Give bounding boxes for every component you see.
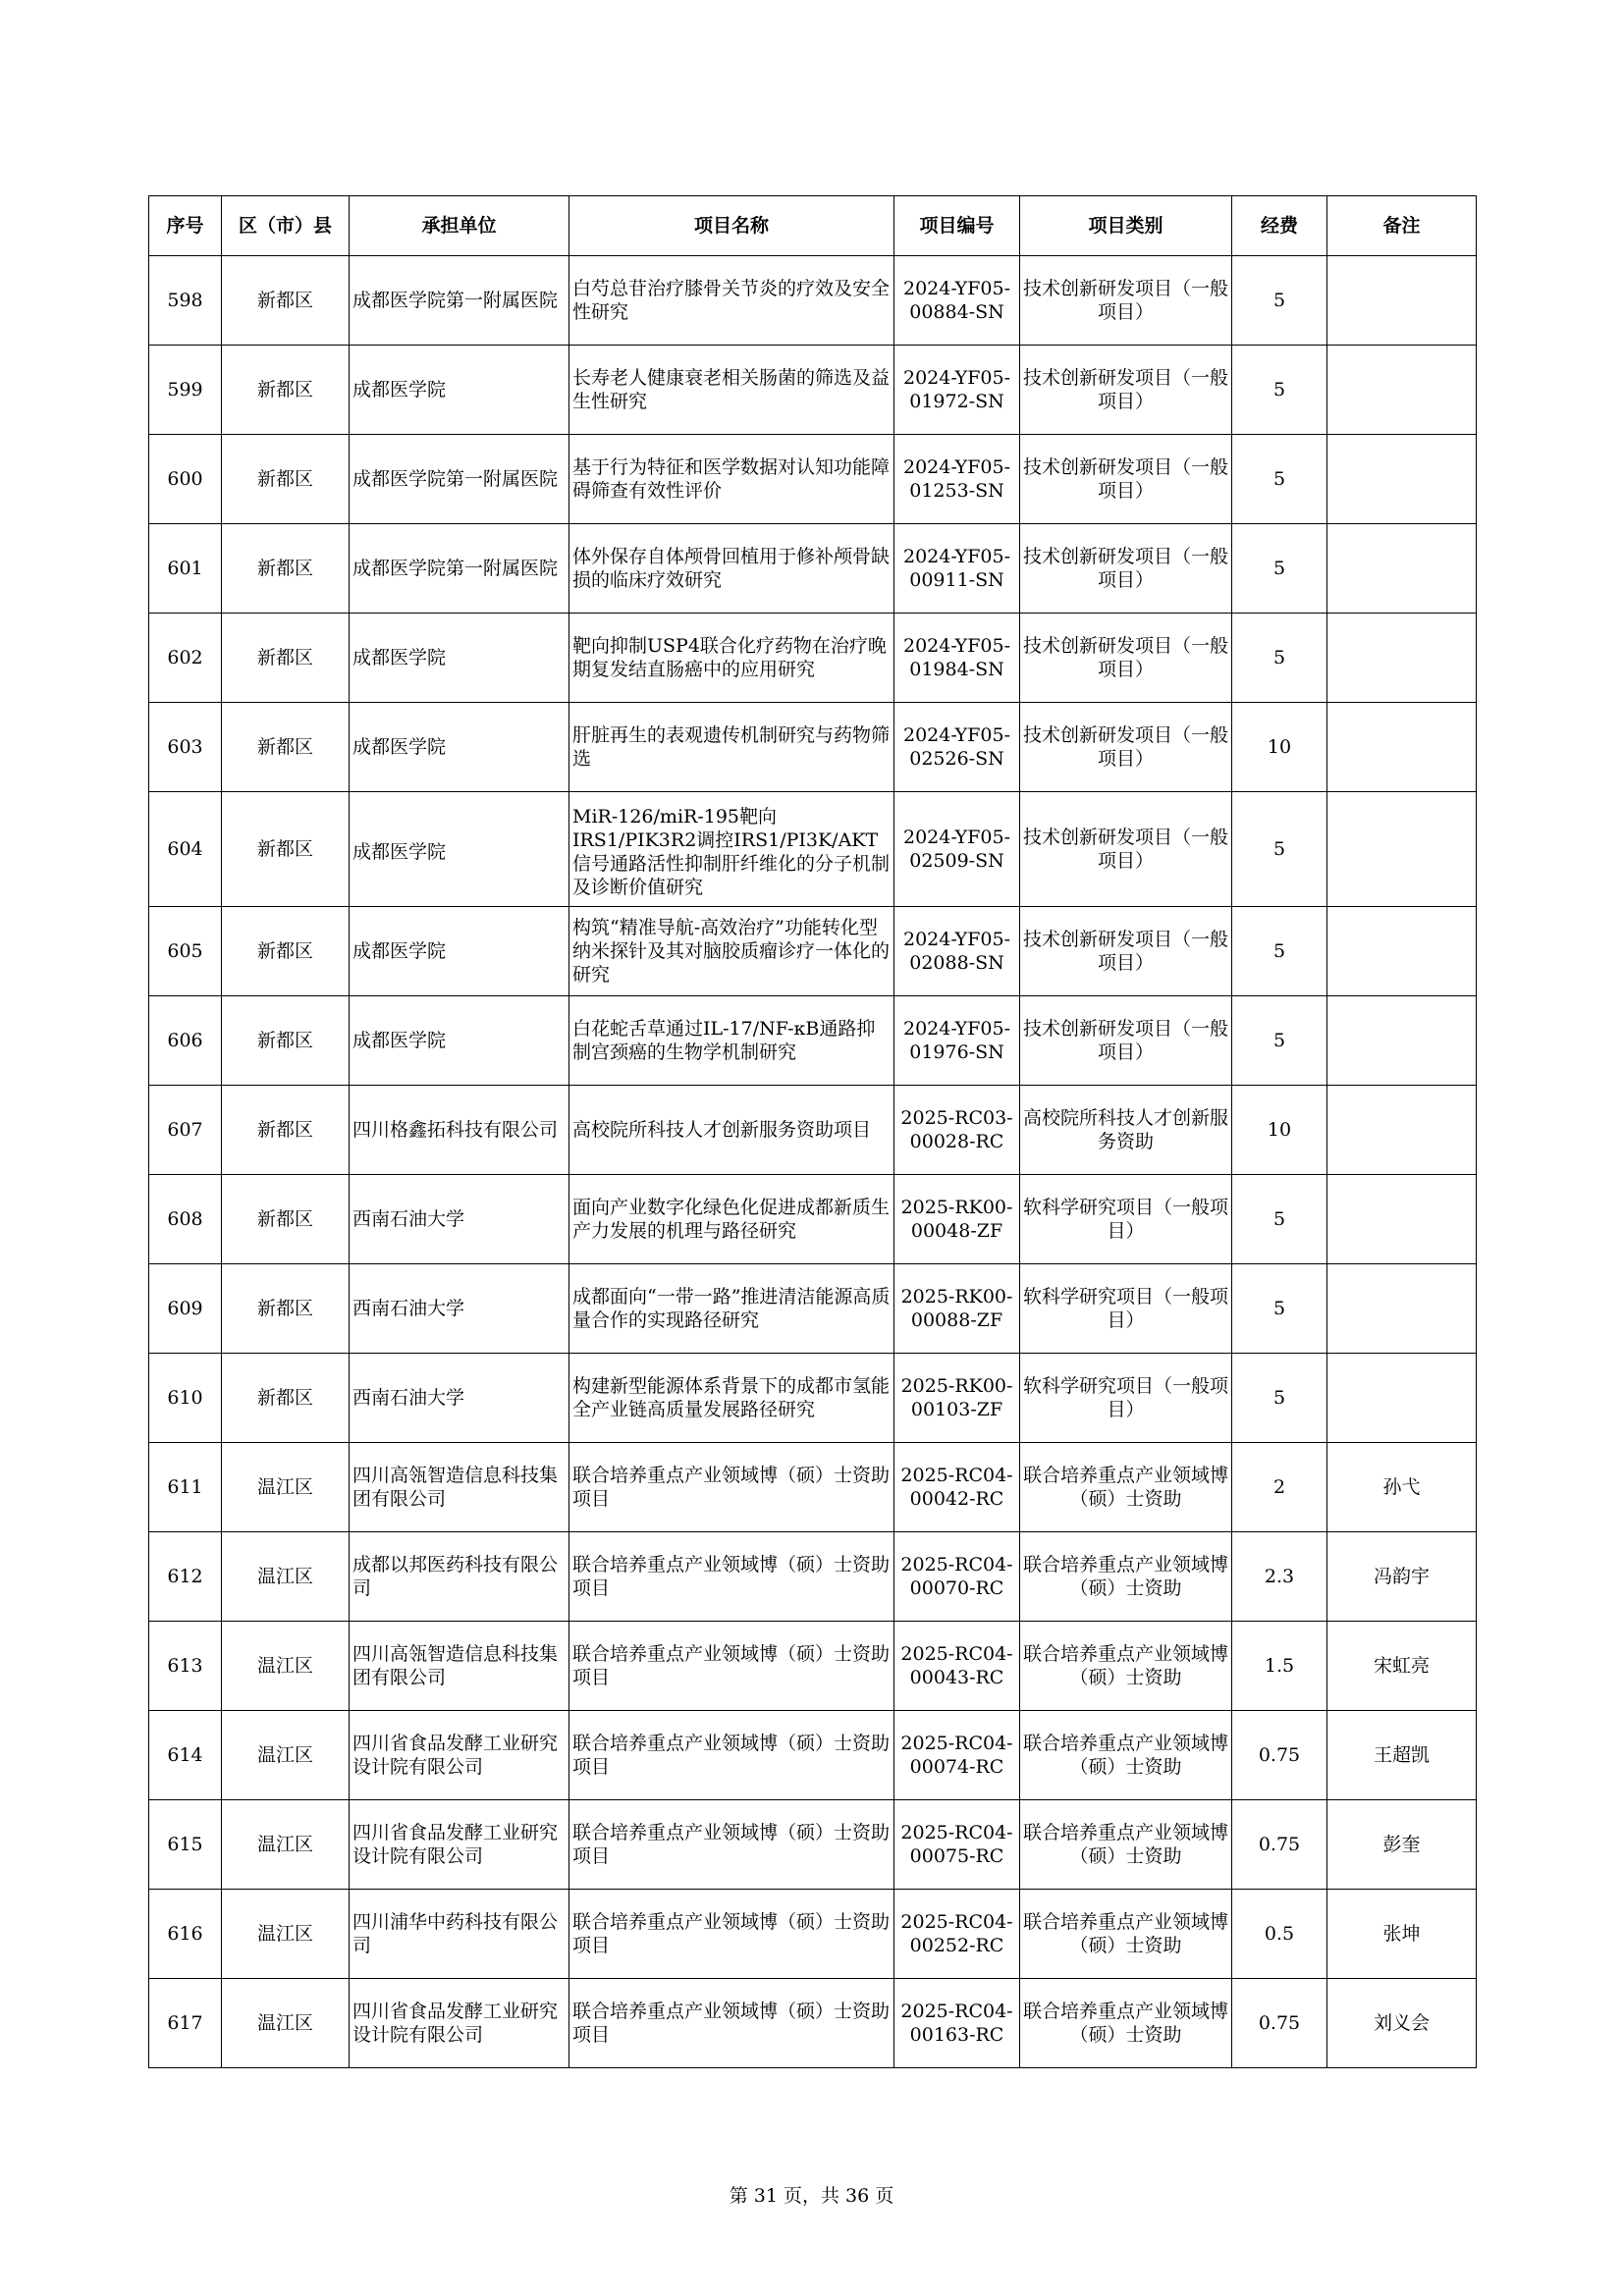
table-header-row (149, 196, 1477, 256)
cell-project-code: 2024-YF05-01253-SN (894, 435, 1020, 524)
cell-funds: 5 (1232, 1354, 1327, 1443)
cell-unit: 成都以邦医药科技有限公司 (350, 1532, 569, 1622)
cell-funds: 0.75 (1232, 1711, 1327, 1800)
cell-no: 606 (149, 996, 222, 1086)
cell-unit: 成都医学院 (350, 703, 569, 792)
cell-no: 616 (149, 1890, 222, 1979)
cell-note (1327, 703, 1477, 792)
cell-note (1327, 256, 1477, 346)
cell-unit: 四川省食品发酵工业研究设计院有限公司 (350, 1800, 569, 1890)
table-row (149, 256, 1477, 346)
cell-project-code: 2025-RC04-00042-RC (894, 1443, 1020, 1532)
cell-district: 新都区 (222, 614, 350, 703)
cell-no: 600 (149, 435, 222, 524)
cell-category: 联合培养重点产业领域博（硕）士资助 (1020, 1443, 1232, 1532)
cell-no: 603 (149, 703, 222, 792)
cell-note (1327, 1086, 1477, 1175)
table-row (149, 1086, 1477, 1175)
cell-category: 联合培养重点产业领域博（硕）士资助 (1020, 1800, 1232, 1890)
cell-project-code: 2025-RC04-00070-RC (894, 1532, 1020, 1622)
cell-unit: 成都医学院 (350, 346, 569, 435)
cell-funds: 0.75 (1232, 1800, 1327, 1890)
cell-note: 冯韵宇 (1327, 1532, 1477, 1622)
cell-note (1327, 907, 1477, 996)
cell-project-code: 2024-YF05-02526-SN (894, 703, 1020, 792)
cell-project-name: 联合培养重点产业领域博（硕）士资助项目 (569, 1711, 894, 1800)
cell-project-name: 联合培养重点产业领域博（硕）士资助项目 (569, 1979, 894, 2068)
cell-no: 611 (149, 1443, 222, 1532)
cell-note (1327, 996, 1477, 1086)
cell-note: 刘义会 (1327, 1979, 1477, 2068)
cell-note: 王超凯 (1327, 1711, 1477, 1800)
cell-funds: 5 (1232, 1175, 1327, 1264)
cell-district: 新都区 (222, 1264, 350, 1354)
table-row (149, 1443, 1477, 1532)
cell-funds: 1.5 (1232, 1622, 1327, 1711)
cell-project-code: 2024-YF05-01976-SN (894, 996, 1020, 1086)
table-row (149, 346, 1477, 435)
cell-category: 联合培养重点产业领域博（硕）士资助 (1020, 1711, 1232, 1800)
cell-district: 新都区 (222, 1175, 350, 1264)
table-row (149, 1800, 1477, 1890)
cell-project-code: 2025-RC03-00028-RC (894, 1086, 1020, 1175)
cell-funds: 5 (1232, 435, 1327, 524)
cell-project-code: 2024-YF05-02088-SN (894, 907, 1020, 996)
cell-no: 599 (149, 346, 222, 435)
cell-no: 601 (149, 524, 222, 614)
cell-funds: 0.5 (1232, 1890, 1327, 1979)
cell-funds: 5 (1232, 996, 1327, 1086)
cell-project-name: 成都面向“一带一路”推进清洁能源高质量合作的实现路径研究 (569, 1264, 894, 1354)
cell-no: 609 (149, 1264, 222, 1354)
cell-district: 新都区 (222, 435, 350, 524)
cell-note (1327, 1175, 1477, 1264)
table-row (149, 435, 1477, 524)
cell-unit: 成都医学院第一附属医院 (350, 256, 569, 346)
table-row (149, 703, 1477, 792)
cell-no: 608 (149, 1175, 222, 1264)
cell-unit: 成都医学院 (350, 907, 569, 996)
cell-project-code: 2024-YF05-01972-SN (894, 346, 1020, 435)
cell-category: 技术创新研发项目（一般项目） (1020, 435, 1232, 524)
cell-no: 598 (149, 256, 222, 346)
table-row (149, 1622, 1477, 1711)
cell-unit: 西南石油大学 (350, 1354, 569, 1443)
cell-no: 602 (149, 614, 222, 703)
cell-project-name: 联合培养重点产业领域博（硕）士资助项目 (569, 1800, 894, 1890)
cell-category: 软科学研究项目（一般项目） (1020, 1354, 1232, 1443)
cell-unit: 四川高瓴智造信息科技集团有限公司 (350, 1622, 569, 1711)
cell-note: 张坤 (1327, 1890, 1477, 1979)
cell-project-name: 高校院所科技人才创新服务资助项目 (569, 1086, 894, 1175)
cell-funds: 5 (1232, 907, 1327, 996)
cell-no: 610 (149, 1354, 222, 1443)
table-row (149, 1532, 1477, 1622)
cell-unit: 成都医学院 (350, 996, 569, 1086)
table-row (149, 907, 1477, 996)
cell-note (1327, 614, 1477, 703)
cell-district: 新都区 (222, 703, 350, 792)
cell-funds: 2.3 (1232, 1532, 1327, 1622)
cell-funds: 2 (1232, 1443, 1327, 1532)
cell-funds: 5 (1232, 524, 1327, 614)
cell-district: 温江区 (222, 1532, 350, 1622)
cell-category: 联合培养重点产业领域博（硕）士资助 (1020, 1979, 1232, 2068)
cell-unit: 成都医学院第一附属医院 (350, 435, 569, 524)
cell-project-name: 联合培养重点产业领域博（硕）士资助项目 (569, 1443, 894, 1532)
cell-funds: 10 (1232, 703, 1327, 792)
cell-unit: 西南石油大学 (350, 1264, 569, 1354)
cell-category: 技术创新研发项目（一般项目） (1020, 996, 1232, 1086)
header-project-name: 项目名称 (569, 196, 894, 256)
cell-funds: 5 (1232, 1264, 1327, 1354)
cell-no: 617 (149, 1979, 222, 2068)
cell-no: 607 (149, 1086, 222, 1175)
cell-no: 605 (149, 907, 222, 996)
project-table (148, 195, 1477, 2068)
cell-unit: 成都医学院第一附属医院 (350, 524, 569, 614)
cell-unit: 四川浦华中药科技有限公司 (350, 1890, 569, 1979)
page-number-footer: 第 31 页，共 36 页 (729, 2185, 894, 2207)
table-row (149, 1711, 1477, 1800)
cell-district: 新都区 (222, 996, 350, 1086)
cell-no: 613 (149, 1622, 222, 1711)
cell-note (1327, 524, 1477, 614)
table-row (149, 1890, 1477, 1979)
cell-category: 联合培养重点产业领域博（硕）士资助 (1020, 1890, 1232, 1979)
cell-project-name: 联合培养重点产业领域博（硕）士资助项目 (569, 1890, 894, 1979)
cell-note (1327, 346, 1477, 435)
cell-district: 新都区 (222, 346, 350, 435)
cell-category: 高校院所科技人才创新服务资助 (1020, 1086, 1232, 1175)
cell-category: 技术创新研发项目（一般项目） (1020, 256, 1232, 346)
table-row (149, 792, 1477, 907)
table-row (149, 1175, 1477, 1264)
cell-unit: 成都医学院 (350, 792, 569, 907)
cell-project-code: 2024-YF05-00884-SN (894, 256, 1020, 346)
cell-project-name: 肝脏再生的表观遗传机制研究与药物筛选 (569, 703, 894, 792)
cell-project-name: 构筑“精准导航-高效治疗”功能转化型纳米探针及其对脑胶质瘤诊疗一体化的研究 (569, 907, 894, 996)
cell-category: 软科学研究项目（一般项目） (1020, 1175, 1232, 1264)
cell-no: 615 (149, 1800, 222, 1890)
cell-note: 宋虹亮 (1327, 1622, 1477, 1711)
cell-note (1327, 435, 1477, 524)
cell-project-code: 2025-RC04-00252-RC (894, 1890, 1020, 1979)
cell-unit: 成都医学院 (350, 614, 569, 703)
cell-project-name: 构建新型能源体系背景下的成都市氢能全产业链高质量发展路径研究 (569, 1354, 894, 1443)
cell-district: 温江区 (222, 1979, 350, 2068)
cell-district: 新都区 (222, 907, 350, 996)
table-row (149, 1354, 1477, 1443)
cell-project-code: 2025-RC04-00075-RC (894, 1800, 1020, 1890)
cell-district: 温江区 (222, 1622, 350, 1711)
cell-project-name: 白芍总苷治疗膝骨关节炎的疗效及安全性研究 (569, 256, 894, 346)
cell-project-name: 长寿老人健康衰老相关肠菌的筛选及益生性研究 (569, 346, 894, 435)
cell-note (1327, 1264, 1477, 1354)
cell-district: 新都区 (222, 1354, 350, 1443)
cell-project-name: MiR-126/miR-195靶向IRS1/PIK3R2调控IRS1/PI3K/AKT信号通路活性抑制肝纤维化的分子机制及诊断价值研究 (569, 792, 894, 907)
cell-project-code: 2024-YF05-01984-SN (894, 614, 1020, 703)
cell-funds: 5 (1232, 256, 1327, 346)
table-row (149, 524, 1477, 614)
cell-category: 技术创新研发项目（一般项目） (1020, 907, 1232, 996)
cell-category: 技术创新研发项目（一般项目） (1020, 524, 1232, 614)
cell-district: 新都区 (222, 792, 350, 907)
cell-funds: 5 (1232, 346, 1327, 435)
cell-project-code: 2025-RC04-00074-RC (894, 1711, 1020, 1800)
cell-district: 新都区 (222, 256, 350, 346)
cell-no: 612 (149, 1532, 222, 1622)
cell-unit: 四川省食品发酵工业研究设计院有限公司 (350, 1711, 569, 1800)
header-funds: 经费 (1232, 196, 1327, 256)
cell-category: 技术创新研发项目（一般项目） (1020, 346, 1232, 435)
header-district: 区（市）县 (222, 196, 350, 256)
cell-project-code: 2025-RK00-00048-ZF (894, 1175, 1020, 1264)
header-unit: 承担单位 (350, 196, 569, 256)
cell-unit: 四川省食品发酵工业研究设计院有限公司 (350, 1979, 569, 2068)
cell-district: 温江区 (222, 1890, 350, 1979)
cell-category: 联合培养重点产业领域博（硕）士资助 (1020, 1532, 1232, 1622)
cell-project-name: 白花蛇舌草通过IL-17/NF-κB通路抑制宫颈癌的生物学机制研究 (569, 996, 894, 1086)
table-row (149, 614, 1477, 703)
cell-project-code: 2025-RC04-00163-RC (894, 1979, 1020, 2068)
cell-note (1327, 1354, 1477, 1443)
cell-project-code: 2025-RK00-00088-ZF (894, 1264, 1020, 1354)
cell-category: 联合培养重点产业领域博（硕）士资助 (1020, 1622, 1232, 1711)
cell-funds: 10 (1232, 1086, 1327, 1175)
cell-district: 新都区 (222, 524, 350, 614)
cell-project-name: 联合培养重点产业领域博（硕）士资助项目 (569, 1622, 894, 1711)
cell-district: 新都区 (222, 1086, 350, 1175)
header-project-code: 项目编号 (894, 196, 1020, 256)
cell-funds: 0.75 (1232, 1979, 1327, 2068)
cell-project-name: 体外保存自体颅骨回植用于修补颅骨缺损的临床疗效研究 (569, 524, 894, 614)
cell-project-code: 2025-RK00-00103-ZF (894, 1354, 1020, 1443)
cell-unit: 四川高瓴智造信息科技集团有限公司 (350, 1443, 569, 1532)
cell-note (1327, 792, 1477, 907)
cell-note: 彭奎 (1327, 1800, 1477, 1890)
cell-category: 软科学研究项目（一般项目） (1020, 1264, 1232, 1354)
cell-no: 614 (149, 1711, 222, 1800)
cell-project-name: 联合培养重点产业领域博（硕）士资助项目 (569, 1532, 894, 1622)
cell-category: 技术创新研发项目（一般项目） (1020, 792, 1232, 907)
cell-category: 技术创新研发项目（一般项目） (1020, 703, 1232, 792)
header-category: 项目类别 (1020, 196, 1232, 256)
cell-unit: 四川格鑫拓科技有限公司 (350, 1086, 569, 1175)
table-row (149, 1979, 1477, 2068)
cell-funds: 5 (1232, 792, 1327, 907)
cell-project-name: 靶向抑制USP4联合化疗药物在治疗晚期复发结直肠癌中的应用研究 (569, 614, 894, 703)
table-row (149, 1264, 1477, 1354)
cell-project-code: 2025-RC04-00043-RC (894, 1622, 1020, 1711)
cell-district: 温江区 (222, 1443, 350, 1532)
cell-district: 温江区 (222, 1711, 350, 1800)
cell-category: 技术创新研发项目（一般项目） (1020, 614, 1232, 703)
cell-note: 孙弋 (1327, 1443, 1477, 1532)
table-row (149, 996, 1477, 1086)
cell-project-code: 2024-YF05-00911-SN (894, 524, 1020, 614)
cell-no: 604 (149, 792, 222, 907)
cell-project-code: 2024-YF05-02509-SN (894, 792, 1020, 907)
cell-project-name: 面向产业数字化绿色化促进成都新质生产力发展的机理与路径研究 (569, 1175, 894, 1264)
cell-funds: 5 (1232, 614, 1327, 703)
cell-unit: 西南石油大学 (350, 1175, 569, 1264)
cell-district: 温江区 (222, 1800, 350, 1890)
header-no: 序号 (149, 196, 222, 256)
cell-project-name: 基于行为特征和医学数据对认知功能障碍筛查有效性评价 (569, 435, 894, 524)
header-note: 备注 (1327, 196, 1477, 256)
